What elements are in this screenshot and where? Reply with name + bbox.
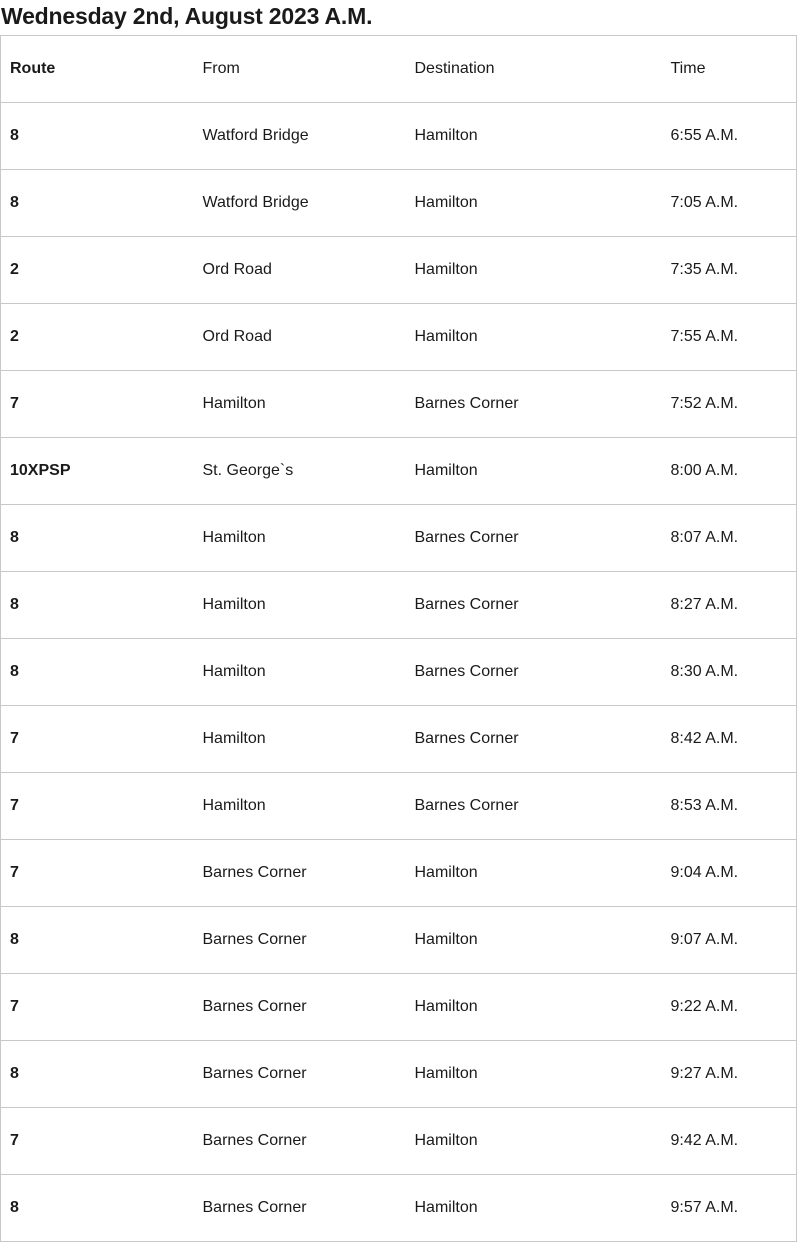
table-row xyxy=(1,505,797,572)
table-row xyxy=(1,170,797,237)
destination-cell: Hamilton xyxy=(406,103,662,170)
from-cell: St. George`s xyxy=(194,438,406,505)
table-row xyxy=(1,572,797,639)
destination-cell: Barnes Corner xyxy=(406,639,662,706)
from-cell: Hamilton xyxy=(194,572,406,639)
time-cell: 7:05 A.M. xyxy=(662,170,797,237)
bus-schedule-table xyxy=(0,35,797,1242)
destination-cell: Hamilton xyxy=(406,170,662,237)
from-cell: Watford Bridge xyxy=(194,103,406,170)
table-header-row xyxy=(1,36,797,103)
destination-cell: Barnes Corner xyxy=(406,572,662,639)
time-cell: 8:07 A.M. xyxy=(662,505,797,572)
destination-cell: Barnes Corner xyxy=(406,371,662,438)
time-cell: 8:42 A.M. xyxy=(662,706,797,773)
route-cell: 8 xyxy=(1,639,194,706)
destination-cell: Hamilton xyxy=(406,438,662,505)
route-cell: 8 xyxy=(1,170,194,237)
time-cell: 9:22 A.M. xyxy=(662,974,797,1041)
from-cell: Barnes Corner xyxy=(194,840,406,907)
header-time: Time xyxy=(662,36,797,103)
time-cell: 8:30 A.M. xyxy=(662,639,797,706)
route-cell: 8 xyxy=(1,103,194,170)
from-cell: Barnes Corner xyxy=(194,1108,406,1175)
destination-cell: Hamilton xyxy=(406,974,662,1041)
table-row xyxy=(1,438,797,505)
header-route: Route xyxy=(1,36,194,103)
time-cell: 9:07 A.M. xyxy=(662,907,797,974)
time-cell: 7:52 A.M. xyxy=(662,371,797,438)
from-cell: Barnes Corner xyxy=(194,1175,406,1242)
table-row xyxy=(1,371,797,438)
route-cell: 8 xyxy=(1,1041,194,1108)
table-body xyxy=(1,103,797,1242)
header-destination: Destination xyxy=(406,36,662,103)
route-cell: 8 xyxy=(1,1175,194,1242)
time-cell: 7:55 A.M. xyxy=(662,304,797,371)
from-cell: Ord Road xyxy=(194,237,406,304)
table-row xyxy=(1,639,797,706)
table-row xyxy=(1,304,797,371)
table-row xyxy=(1,974,797,1041)
route-cell: 10XPSP xyxy=(1,438,194,505)
table-row xyxy=(1,1175,797,1242)
header-from: From xyxy=(194,36,406,103)
route-cell: 8 xyxy=(1,572,194,639)
time-cell: 6:55 A.M. xyxy=(662,103,797,170)
table-row xyxy=(1,907,797,974)
time-cell: 8:27 A.M. xyxy=(662,572,797,639)
route-cell: 7 xyxy=(1,840,194,907)
from-cell: Barnes Corner xyxy=(194,1041,406,1108)
route-cell: 8 xyxy=(1,907,194,974)
table-row xyxy=(1,103,797,170)
from-cell: Hamilton xyxy=(194,639,406,706)
table-row xyxy=(1,706,797,773)
from-cell: Hamilton xyxy=(194,773,406,840)
route-cell: 2 xyxy=(1,304,194,371)
from-cell: Ord Road xyxy=(194,304,406,371)
route-cell: 7 xyxy=(1,371,194,438)
destination-cell: Hamilton xyxy=(406,1108,662,1175)
from-cell: Barnes Corner xyxy=(194,907,406,974)
from-cell: Hamilton xyxy=(194,706,406,773)
from-cell: Hamilton xyxy=(194,505,406,572)
destination-cell: Barnes Corner xyxy=(406,706,662,773)
time-cell: 8:53 A.M. xyxy=(662,773,797,840)
destination-cell: Hamilton xyxy=(406,237,662,304)
route-cell: 8 xyxy=(1,505,194,572)
time-cell: 7:35 A.M. xyxy=(662,237,797,304)
from-cell: Watford Bridge xyxy=(194,170,406,237)
route-cell: 7 xyxy=(1,1108,194,1175)
route-cell: 7 xyxy=(1,974,194,1041)
time-cell: 8:00 A.M. xyxy=(662,438,797,505)
destination-cell: Hamilton xyxy=(406,304,662,371)
from-cell: Barnes Corner xyxy=(194,974,406,1041)
time-cell: 9:57 A.M. xyxy=(662,1175,797,1242)
destination-cell: Hamilton xyxy=(406,907,662,974)
time-cell: 9:42 A.M. xyxy=(662,1108,797,1175)
route-cell: 7 xyxy=(1,773,194,840)
destination-cell: Barnes Corner xyxy=(406,773,662,840)
table-row xyxy=(1,1041,797,1108)
destination-cell: Hamilton xyxy=(406,1041,662,1108)
route-cell: 2 xyxy=(1,237,194,304)
page-title: Wednesday 2nd, August 2023 A.M. xyxy=(1,3,373,29)
destination-cell: Hamilton xyxy=(406,1175,662,1242)
table-row xyxy=(1,1108,797,1175)
time-cell: 9:27 A.M. xyxy=(662,1041,797,1108)
destination-cell: Barnes Corner xyxy=(406,505,662,572)
from-cell: Hamilton xyxy=(194,371,406,438)
table-row xyxy=(1,237,797,304)
table-row xyxy=(1,773,797,840)
time-cell: 9:04 A.M. xyxy=(662,840,797,907)
route-cell: 7 xyxy=(1,706,194,773)
table-row xyxy=(1,840,797,907)
destination-cell: Hamilton xyxy=(406,840,662,907)
